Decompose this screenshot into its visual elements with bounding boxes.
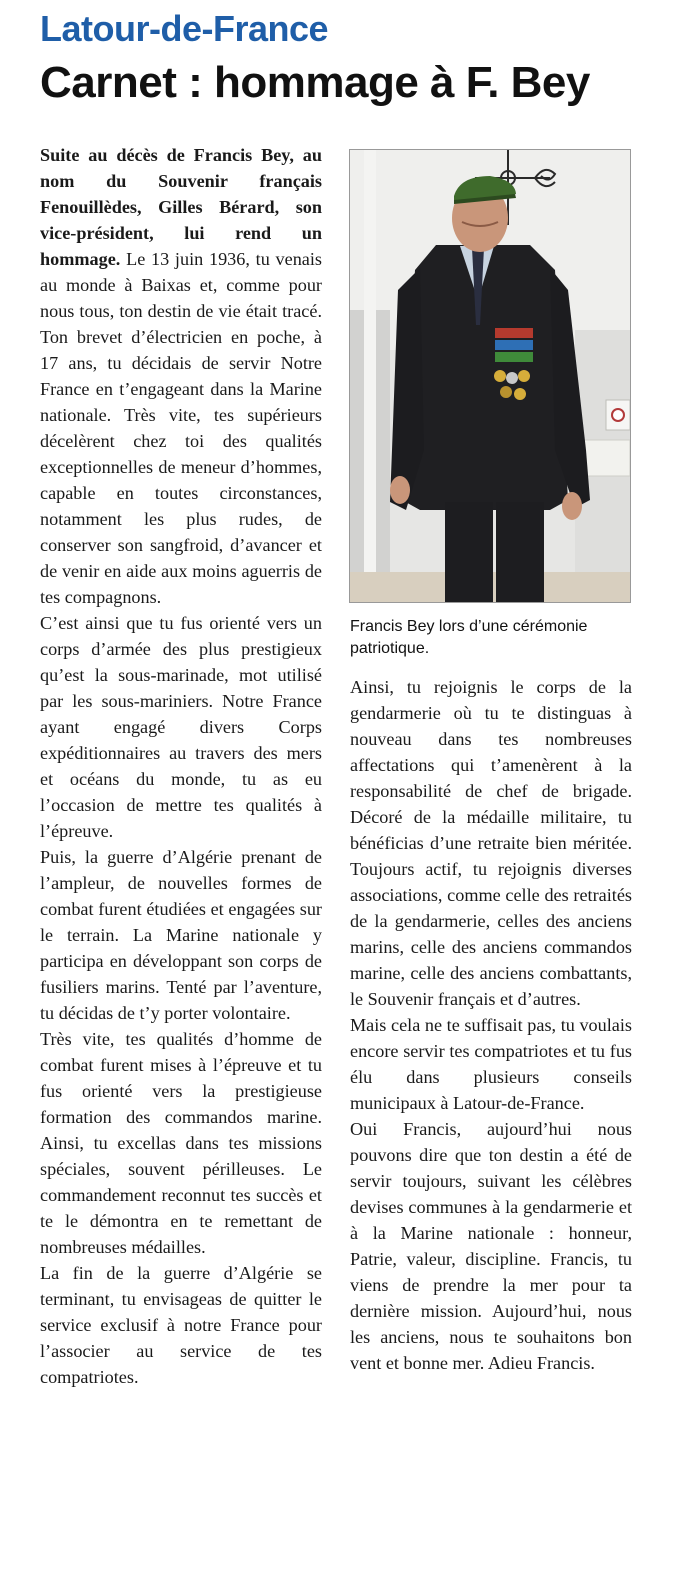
article-headline: Carnet : hommage à F. Bey (40, 58, 590, 107)
article-kicker: Latour-de-France (40, 8, 329, 49)
article-paragraph-7: Mais cela ne te suffisait pas, tu voulais encore servir tes compatriotes et tu fus élu dans plusieurs conseils municipaux à Latour-de-France. (350, 1015, 632, 1113)
article-photo (349, 149, 631, 603)
photo-illustration (350, 150, 630, 602)
article-column-left (40, 142, 322, 1390)
article-paragraph-8: Oui Francis, aujourd’hui nous pouvons dire que ton destin a été de servir toujours, suivant les célèbres devises communes à la gendarmerie et à la Marine nationale : honneur, Patrie, valeur, discipline. Francis, tu viens de prendre la mer pour ta dernière mission. Aujourd’hui, nous les anciens, nous te souhaitons bon vent et bonne mer. Adieu Francis. (350, 1119, 632, 1373)
photo-caption: Francis Bey lors d’une cérémonie patriotique. (350, 618, 588, 657)
article-paragraph-2: C’est ainsi que tu fus orienté vers un corps d’armée des plus prestigieux qu’est la sous-marinade, mot utilisé par les sous-mariniers. Notre France ayant engagé divers Corps expéditionnaires au travers des mers et océans du monde, tu as eu l’occasion de mettre tes qualités à l’épreuve. (40, 613, 322, 841)
article-paragraph-5: La fin de la guerre d’Algérie se terminant, tu envisageas de quitter le service exclusif à notre France pour l’associer au service de tes compatriotes. (40, 1263, 322, 1387)
article-column-right (350, 674, 632, 1376)
article-paragraph-4: Très vite, tes qualités d’homme de combat furent mises à l’épreuve et tu fus orienté vers la prestigieuse formation des commandos marine. Ainsi, tu excellas dans tes missions spéciales, souvent périlleuses. Le commandement reconnut tes succès et te le démontra en te remettant de nombreuses médailles. (40, 1029, 322, 1257)
article-paragraph-6: Ainsi, tu rejoignis le corps de la gendarmerie où tu te distinguas à nouveau dans tes nombreuses affectations qui t’amenèrent à la responsabilité de chef de brigade. Décoré de la médaille militaire, tu bénéficias d’une retraite bien méritée. Toujours actif, tu rejoignis diverses associations, comme celle des retraités de la gendarmerie, celles des anciens marins, celle des anciens commandos marine, celle des anciens combattants, le Souvenir français et d’autres. (350, 677, 632, 1009)
article-paragraph-1 (40, 142, 322, 610)
article-lead: Suite au décès de Francis Bey, au nom du Souvenir français Fenouillèdes, Gilles Bérard, son vice-président, lui rend un hommage. (40, 145, 322, 269)
article-paragraph-1-text: Le 13 juin 1936, tu venais au monde à Baixas et, comme pour nous tous, ton destin de vie était tracé. Ton brevet d’électricien en poche, à 17 ans, tu décidais de servir Notre France en t’engageant dans la Marine nationale. Très vite, tes supérieurs décelèrent chez toi des qualités exceptionnelles de meneur d’hommes, capable en toutes circonstances, notamment les plus rudes, de conserver son sangfroid, d’avancer et de venir en aide aux moins aguerris de tes compagnons. (40, 249, 322, 607)
article-paragraph-3: Puis, la guerre d’Algérie prenant de l’ampleur, de nouvelles formes de combat furent étudiées et engagées sur le terrain. La Marine nationale y participa en développant son corps de fusiliers marins. Tenté par l’aventure, tu décidas de t’y porter volontaire. (40, 847, 322, 1023)
